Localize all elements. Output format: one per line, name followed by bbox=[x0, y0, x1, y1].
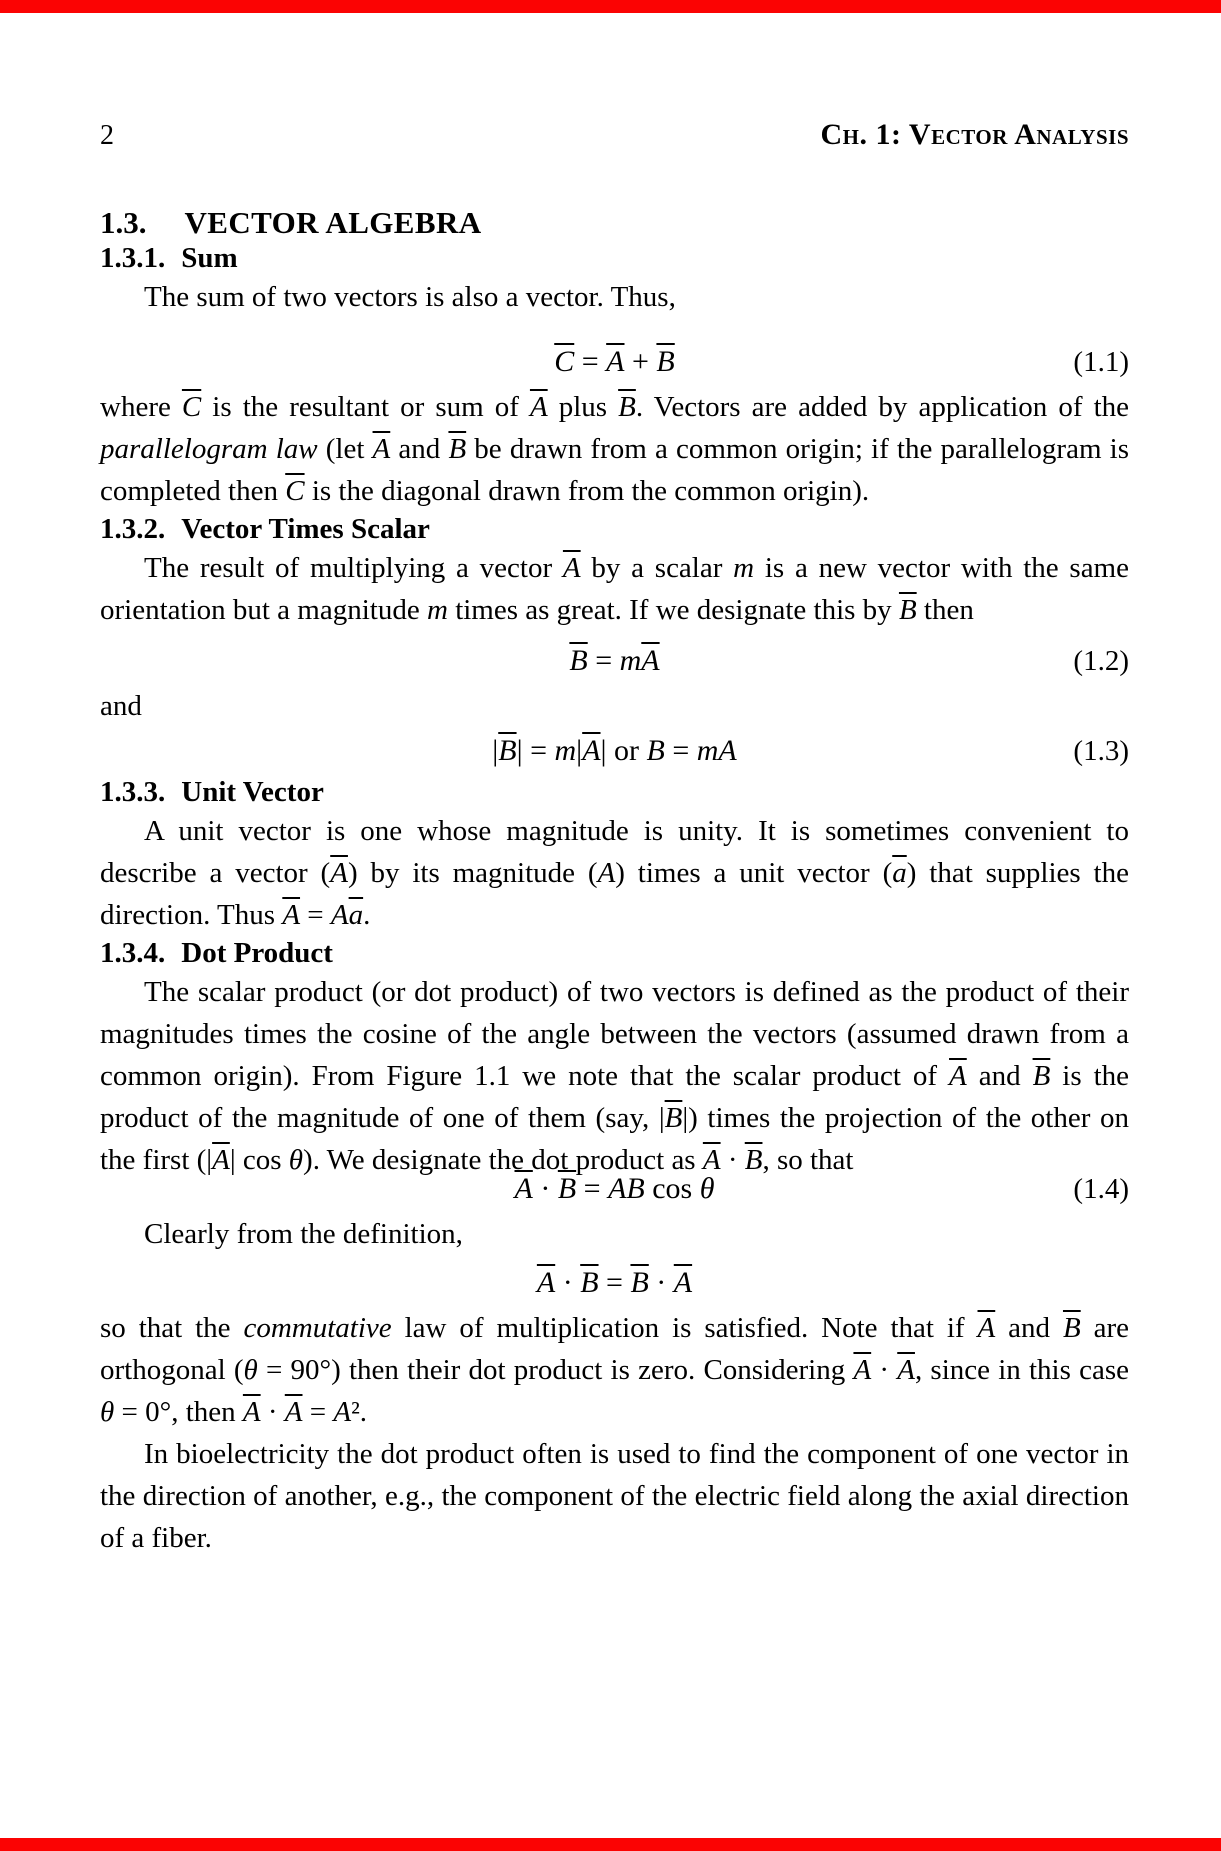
paragraph-commutative-law: so that the commutative law of multiplication is satisfied. Note that if $\overline{A}$ and $\overline{B}$ are orthogonal (θ = 90°) then their dot product is zero. Considering $\overline{A} \cdot \overline{A}$, since in this case θ = 0°, then $\overline{A} \cdot \overline{A} = A^2$. bbox=[100, 1312, 1130, 1428]
heading-title: Dot Product bbox=[181, 937, 333, 969]
paragraph-dot-product: The scalar product (or dot product) of two vectors is defined as the product of their magnitudes times the cosine of the angle between the vectors (assumed drawn from a common origin). From Figure 1.1 we note that the scalar product of $\overline{A}$ and $\overline{B}$ is the product of the magnitude of one of them (say, $|\overline{B}|$) times the projection of the other on the first ($|\overline{A}|$ cos θ). We designate the dot product as $\overline{A} \cdot \overline{B}$, so that bbox=[100, 976, 1129, 1176]
equation-1-1 bbox=[100, 338, 1129, 386]
equation-number: (1.1) bbox=[1073, 346, 1129, 378]
heading-title: VECTOR ALGEBRA bbox=[184, 205, 482, 240]
heading-dot-product bbox=[100, 936, 1129, 971]
heading-title: Vector Times Scalar bbox=[181, 513, 430, 545]
heading-number: 1.3.1. bbox=[100, 242, 166, 274]
paragraph-vector-addition: where $\overline{C}$ is the resultant or sum of $\overline{A}$ plus $\overline{B}$. Vectors are added by application of the parallelogram law (let $\overline{A}$ and $\overline{B}$ be drawn from a common origin; if the parallelogram is completed then $\overline{C}$ is the diagonal drawn from the common origin). bbox=[100, 391, 1130, 507]
heading-number: 1.3.4. bbox=[100, 937, 166, 969]
heading-unit-vector bbox=[100, 775, 1129, 810]
page-header bbox=[100, 118, 1129, 153]
running-chapter-title: Ch. 1: Vector Analysis bbox=[820, 118, 1129, 151]
heading-number: 1.3.2. bbox=[100, 513, 166, 545]
connector-and: and bbox=[100, 690, 142, 722]
equation-body: $\overline{A} \cdot \overline{B}$ = AB cos θ bbox=[514, 1172, 715, 1205]
heading-title: Sum bbox=[181, 242, 238, 274]
page-number: 2 bbox=[100, 120, 114, 151]
paragraph-sum-intro: The sum of two vectors is also a vector. Thus, bbox=[144, 281, 676, 313]
heading-vector-times-scalar bbox=[100, 512, 1129, 547]
equation-body: $\overline{A} \cdot \overline{B} = \overline{B} \cdot \overline{A}$ bbox=[536, 1266, 693, 1299]
equation-body: $\overline{C} = \overline{A} + \overline{B}$ bbox=[554, 345, 675, 378]
paragraph-scalar-multiplication: The result of multiplying a vector $\overline{A}$ by a scalar m is a new vector with the same orientation but a magnitude m times as great. If we designate this by $\overline{B}$ then bbox=[100, 552, 1129, 626]
paragraph-bioelectricity: In bioelectricity the dot product often is used to find the component of one vector in the direction of another, e.g., the component of the electric field along the axial direction of a fiber. bbox=[100, 1438, 1129, 1554]
heading-title: Unit Vector bbox=[181, 776, 324, 808]
equation-number: (1.2) bbox=[1073, 645, 1129, 677]
equation-number: (1.3) bbox=[1073, 735, 1129, 767]
equation-1-4 bbox=[100, 1165, 1129, 1213]
equation-number: (1.4) bbox=[1073, 1173, 1129, 1205]
equation-1-3 bbox=[100, 727, 1129, 775]
heading-number: 1.3.3. bbox=[100, 776, 166, 808]
heading-vector-algebra bbox=[100, 205, 1129, 241]
paragraph-clearly: Clearly from the definition, bbox=[144, 1218, 463, 1250]
equation-body: $|\overline{B}| = m|\overline{A}|$ or B = mA bbox=[492, 734, 737, 767]
equation-commutative-identity bbox=[100, 1259, 1129, 1307]
heading-number: 1.3. bbox=[100, 205, 147, 240]
heading-sum bbox=[100, 241, 1129, 276]
paragraph-unit-vector: A unit vector is one whose magnitude is unity. It is sometimes convenient to describe a vector $(\overline{A})$ by its magnitude (A) times a unit vector $(\overline{a})$ that supplies the direction. Thus $\overline{A} = A\overline{a}$. bbox=[100, 815, 1129, 931]
page-content bbox=[100, 0, 1129, 1559]
bottom-edge-band bbox=[0, 1838, 1221, 1851]
equation-body: $\overline{B} = m\overline{A}$ bbox=[569, 644, 660, 677]
equation-1-2 bbox=[100, 637, 1129, 685]
